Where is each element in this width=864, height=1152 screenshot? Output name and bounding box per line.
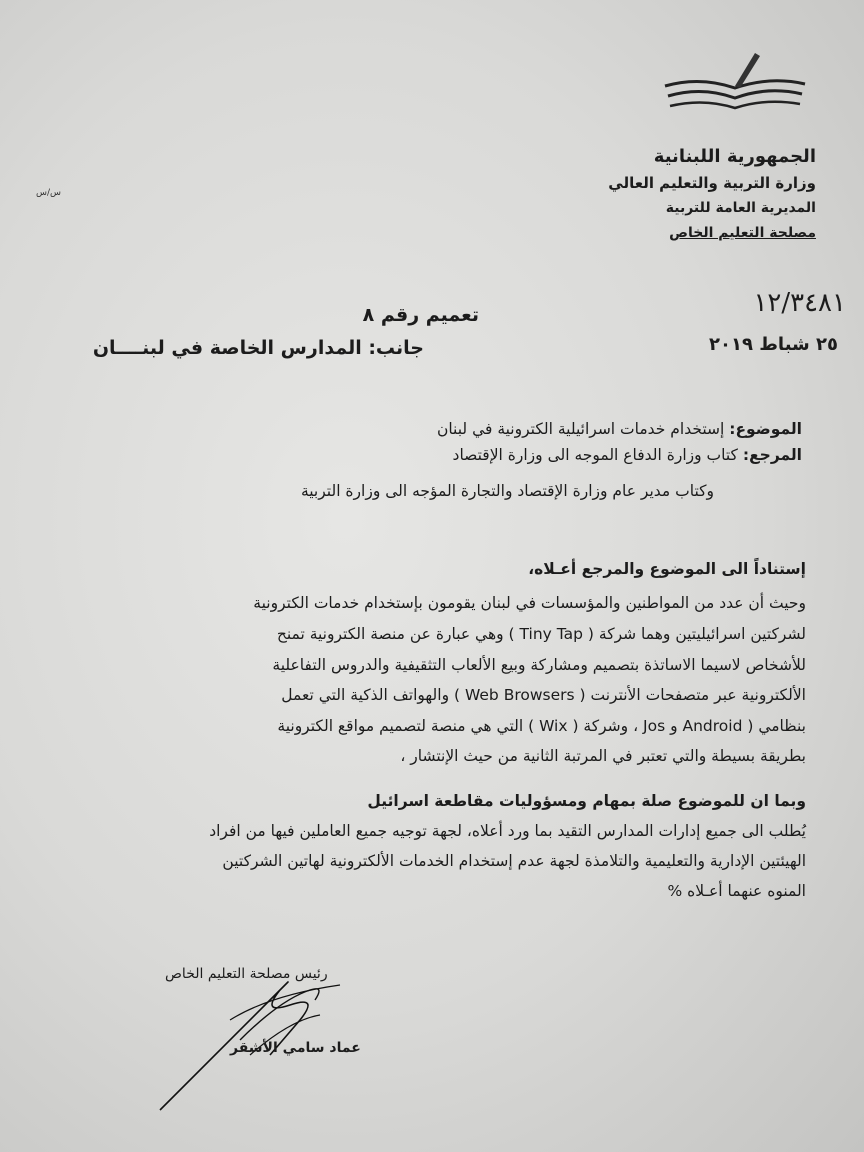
department-heading: مصلحة التعليم الخاص [669,225,816,241]
republic-heading: الجمهورية اللبنانية [653,146,816,167]
circular-title: تعميم رقم ٨ [362,304,479,326]
ministry-heading: وزارة التربية والتعليم العالي [608,174,816,192]
signatory-title: رئيس مصلحة التعليم الخاص [165,966,328,982]
body-line: وحيث أن عدد من المواطنين والمؤسسات في لبنان يقومون بإستخدام خدمات الكترونية [253,594,806,612]
reference-number: ١٢/٣٤٨١ [753,288,846,318]
body-line: بطريقة بسيطة والتي تعتبر في المرتبة الثانية من حيث الإنتشار ، [400,747,806,765]
body-line: الهيئتين الإدارية والتعليمية والتلامذة لجهة عدم إستخدام الخدمات الألكترونية لهاتين الشركتين [222,852,806,870]
ministry-emblem-logo [660,48,810,118]
reference-line-1: كتاب وزارة الدفاع الموجه الى وزارة الإقتصاد [452,446,738,464]
reference-label: المرجع: [742,446,802,464]
reference-line-2: وكتاب مدير عام وزارة الإقتصاد والتجارة المؤجه الى وزارة التربية [300,482,714,500]
body-line: للأشخاص لاسيما الاساتذة بتصميم ومشاركة وبيع الألعاب التثقيفية والدروس التفاعلية [272,656,806,674]
body-opening: إستناداً الى الموضوع والمرجع أعـلاه، [528,560,806,578]
subject-text: إستخدام خدمات اسرائيلية الكترونية في لبنان [436,420,725,438]
body-line-bold: وبما ان للموضوع صلة بمهام ومسؤوليات مقاطعة اسرائيل [367,792,806,810]
subject-label: الموضوع: [729,420,802,438]
body-line: بنظامي ( Android و Jos ، وشركة ( Wix ) التي هي منصة لتصميم مواقع الكترونية [277,717,806,735]
circular-addressee: جانب: المدارس الخاصة في لبنــــان [92,337,424,359]
body-line: الألكترونية عبر متصفحات الأنترنت ( Web Browsers ) والهواتف الذكية التي تعمل [281,686,806,704]
body-line: لشركتين اسرائيليتين وهما شركة ( Tiny Tap ) وهي عبارة عن منصة الكترونية تمنح [276,625,806,643]
directorate-heading: المديرية العامة للتربية [665,200,816,216]
side-marker: س/س [36,188,62,198]
body-line: المنوه عنهما أعـلاه % [667,882,806,900]
body-line: يُطلب الى جميع إدارات المدارس التقيد بما ورد أعلاه، لجهة توجيه جميع العاملين فيها من افراد [209,822,806,840]
reference-date: ٢٥ شباط ٢٠١٩ [709,334,838,355]
signatory-name: عماد سامي الأشقر [230,1040,361,1056]
